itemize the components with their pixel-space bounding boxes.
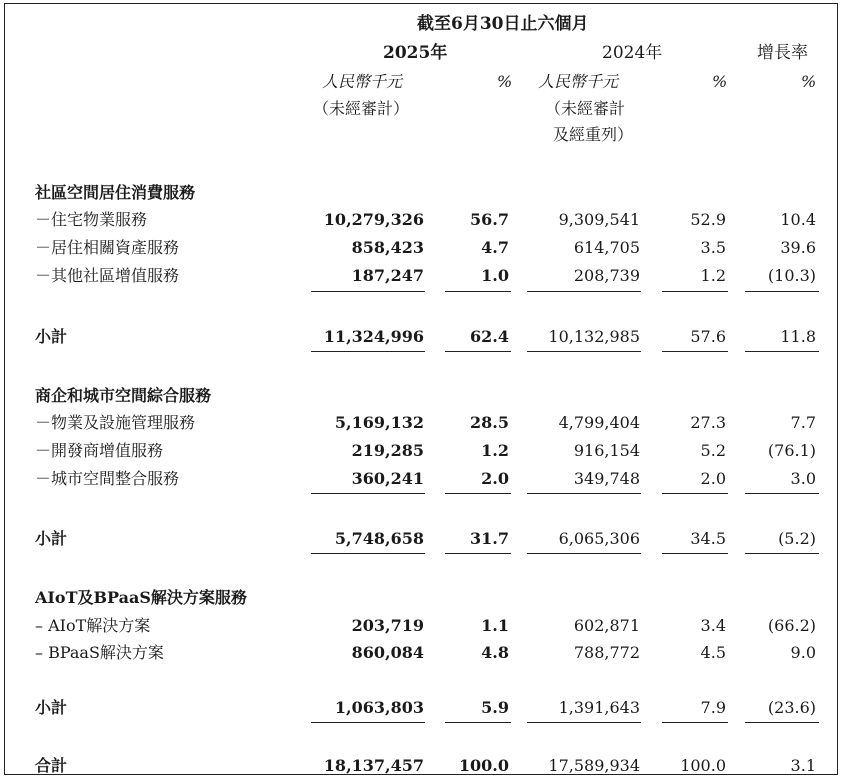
row-growth: 3.0 [790,469,816,488]
section-title: 社區空間居住消費服務 [35,183,196,202]
subtotal-value-2025: 1,063,803 [334,698,424,717]
row-pct-2024: 3.4 [700,616,726,635]
row-value-2025: 360,241 [351,469,424,488]
growth-heading: 增長率 [757,43,808,63]
subtotal-pct-2025: 31.7 [470,529,509,548]
subtotal-value-2024: 6,065,306 [558,529,640,548]
row-pct-2024: 27.3 [690,413,726,432]
row-pct-2024: 52.9 [690,210,726,229]
row-pct-2024: 2.0 [700,469,726,488]
row-growth: (10.3) [767,266,816,285]
row-value-2024: 9,309,541 [558,210,640,229]
column-rule [745,493,819,494]
total-label: 合計 [35,756,68,775]
row-pct-2024: 1.2 [700,266,726,285]
row-label: – AIoT解決方案 [35,616,151,635]
subtotal-label: 小計 [35,327,68,346]
column-rule [445,351,511,352]
subtotal-label: 小計 [35,529,68,548]
subtotal-value-2025: 5,748,658 [334,529,424,548]
subtotal-value-2024: 1,391,643 [558,698,640,717]
row-label: －其他社區增值服務 [35,266,180,285]
column-rule [445,722,511,723]
row-value-2025: 858,423 [351,238,424,257]
column-rule [662,493,728,494]
note-2025: （未經審計） [313,99,410,118]
row-growth: 10.4 [780,210,816,229]
subtotal-pct-2024: 34.5 [690,529,726,548]
row-value-2025: 5,169,132 [334,413,424,432]
row-pct-2024: 5.2 [700,441,726,460]
row-value-2025: 10,279,326 [323,210,424,229]
subtotal-growth: (5.2) [778,529,816,548]
row-value-2024: 208,739 [573,266,640,285]
row-value-2024: 349,748 [573,469,640,488]
row-value-2025: 203,719 [351,616,424,635]
row-pct-2025: 1.1 [481,616,509,635]
column-rule [527,722,641,723]
row-value-2024: 4,799,404 [558,413,640,432]
total-value-2025: 18,137,457 [323,756,424,775]
column-rule [527,291,641,292]
row-label: －城市空間整合服務 [35,469,180,488]
row-pct-2025: 4.8 [481,643,509,662]
unit-2024: 人民幣千元 [538,72,619,91]
row-value-2025: 187,247 [351,266,424,285]
row-value-2024: 602,871 [573,616,640,635]
subtotal-growth: (23.6) [767,698,816,717]
row-pct-2025: 1.0 [481,266,509,285]
subtotal-value-2024: 10,132,985 [548,327,640,346]
row-pct-2025: 28.5 [470,413,509,432]
column-rule [527,553,641,554]
subtotal-pct-2025: 5.9 [481,698,509,717]
row-growth: 7.7 [790,413,816,432]
column-rule [311,291,425,292]
row-label: －住宅物業服務 [35,210,148,229]
column-rule [745,291,819,292]
unit-2025: 人民幣千元 [322,72,403,91]
row-label: －居住相關資產服務 [35,238,180,257]
subtotal-value-2025: 11,324,996 [323,327,424,346]
row-pct-2025: 1.2 [481,441,509,460]
column-rule [311,351,425,352]
period-heading: 截至6月30日止六個月 [417,14,589,34]
subtotal-pct-2024: 7.9 [700,698,726,717]
row-pct-2025: 56.7 [470,210,509,229]
row-value-2024: 614,705 [573,238,640,257]
row-label: – BPaaS解決方案 [35,643,164,662]
row-growth: 9.0 [790,643,816,662]
column-rule [662,553,728,554]
note-2024-line1: （未經審計 [545,99,626,118]
row-pct-2024: 4.5 [700,643,726,662]
subtotal-label: 小計 [35,698,68,717]
column-rule [445,493,511,494]
column-rule [445,291,511,292]
section-title: 商企和城市空間綜合服務 [35,386,212,405]
column-rule [745,351,819,352]
column-rule [311,553,425,554]
row-value-2025: 860,084 [351,643,424,662]
column-rule [745,553,819,554]
row-growth: 39.6 [780,238,816,257]
row-growth: (76.1) [767,441,816,460]
row-pct-2025: 4.7 [481,238,509,257]
total-value-2024: 17,589,934 [548,756,640,775]
column-rule [527,351,641,352]
pct-2025: % [497,72,513,91]
row-value-2024: 788,772 [573,643,640,662]
row-pct-2024: 3.5 [700,238,726,257]
year-2025-heading: 2025年 [383,43,448,63]
total-pct-2025: 100.0 [458,756,509,775]
row-label: －開發商增值服務 [35,441,164,460]
total-growth: 3.1 [790,756,816,775]
section-title: AIoT及BPaaS解決方案服務 [35,588,247,607]
subtotal-growth: 11.8 [780,327,816,346]
column-rule [662,351,728,352]
financial-table-frame [4,3,838,775]
column-rule [745,722,819,723]
column-rule [311,722,425,723]
note-2024-line2: 及經重列） [553,125,634,144]
column-rule [527,493,641,494]
pct-growth: % [801,72,817,91]
row-pct-2025: 2.0 [481,469,509,488]
column-rule [662,722,728,723]
row-label: －物業及設施管理服務 [35,413,196,432]
row-value-2025: 219,285 [351,441,424,460]
subtotal-pct-2024: 57.6 [690,327,726,346]
column-rule [662,291,728,292]
column-rule [311,493,425,494]
year-2024-heading: 2024年 [602,43,663,63]
pct-2024: % [712,72,728,91]
total-pct-2024: 100.0 [680,756,726,775]
row-growth: (66.2) [767,616,816,635]
column-rule [445,553,511,554]
subtotal-pct-2025: 62.4 [470,327,509,346]
row-value-2024: 916,154 [573,441,640,460]
